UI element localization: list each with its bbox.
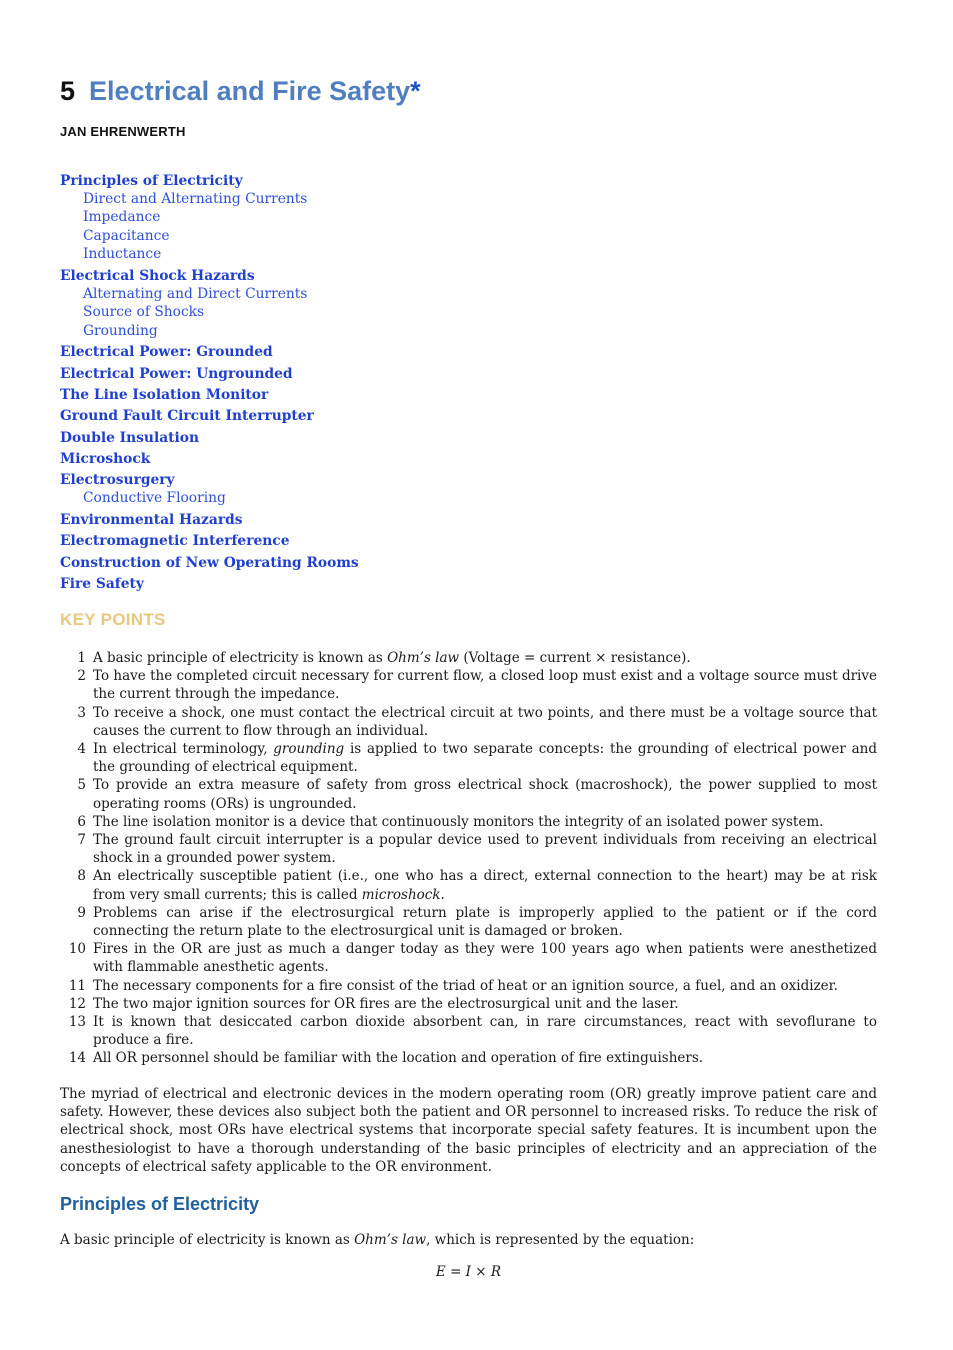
toc-link[interactable]: Principles of Electricity xyxy=(60,173,243,189)
toc-sublink[interactable]: Conductive Flooring xyxy=(83,490,226,507)
key-point-text: All OR personnel should be familiar with the location and operation of fire extinguishers. xyxy=(93,1050,704,1067)
section-paragraph: A basic principle of electricity is known as Ohm’s law, which is represented by the equation: xyxy=(60,1232,695,1248)
key-point-item xyxy=(60,813,877,831)
toc-link[interactable]: The Line Isolation Monitor xyxy=(60,387,269,404)
key-points-list xyxy=(60,649,877,1068)
key-point-number: 8 xyxy=(77,868,86,885)
toc-link[interactable]: Fire Safety xyxy=(60,575,144,592)
ohms-law-equation: E = I × R xyxy=(435,1264,502,1280)
key-point-item xyxy=(60,740,877,776)
key-point-item xyxy=(60,649,877,667)
key-point-text: To receive a shock, one must contact the electrical circuit at two points, and there must be a voltage source that causes the current to flow through an individual. xyxy=(93,704,877,739)
key-point-number: 10 xyxy=(68,941,86,958)
footnote-marker[interactable]: * xyxy=(410,76,421,106)
key-points-heading: KEY POINTS xyxy=(60,610,166,629)
key-point-item xyxy=(60,1013,877,1049)
chapter-number: 5 xyxy=(60,76,76,106)
key-point-number: 1 xyxy=(77,650,86,666)
key-point-number: 2 xyxy=(77,668,86,685)
key-point-text: To have the completed circuit necessary for current flow, a closed loop must exist and a voltage source must drive the current through the impedance. xyxy=(93,668,877,703)
toc-link[interactable]: Electrosurgery xyxy=(60,472,175,489)
key-point-number: 5 xyxy=(77,777,86,794)
table-of-contents xyxy=(60,172,359,593)
key-point-number: 4 xyxy=(77,741,86,758)
chapter-heading xyxy=(60,76,421,107)
key-point-number: 11 xyxy=(68,977,86,994)
key-point-text: It is known that desiccated carbon dioxide absorbent can, in rare circumstances, react with sevoflurane to produce a fire. xyxy=(93,1014,877,1049)
toc-link[interactable]: Electrical Power: Ungrounded xyxy=(60,365,293,382)
toc-link[interactable]: Environmental Hazards xyxy=(60,511,243,528)
toc-sublink[interactable]: Capacitance xyxy=(83,227,170,244)
toc-sublink[interactable]: Alternating and Direct Currents xyxy=(83,285,308,302)
key-point-number: 6 xyxy=(77,813,86,830)
key-point-text: The ground fault circuit interrupter is a popular device used to prevent individuals from receiving an electrical shock in a grounded power system. xyxy=(93,832,877,867)
intro-paragraph: The myriad of electrical and electronic devices in the modern operating room (OR) greatly improve patient care and safety. However, these devices also subject both the patient and OR personnel to increased risks. To reduce the risk of electrical shock, most ORs have electrical systems that incorporate special safety features. It is incumbent upon the anesthesiologist to have a thorough understanding of the basic principles of electricity and an appreciation of the concepts of electrical safety applicable to the OR environment. xyxy=(60,1086,877,1175)
toc-link[interactable]: Microshock xyxy=(60,450,151,467)
key-point-item xyxy=(60,667,877,703)
key-point-item xyxy=(60,831,877,867)
toc-sublink[interactable]: Grounding xyxy=(83,322,158,339)
toc-link[interactable]: Electromagnetic Interference xyxy=(60,533,290,550)
key-point-text: A basic principle of electricity is known as Ohm’s law (Voltage = current × resistance). xyxy=(93,650,691,666)
toc-link[interactable]: Double Insulation xyxy=(60,429,199,446)
toc-link[interactable]: Ground Fault Circuit Interrupter xyxy=(60,408,314,425)
key-point-text: Fires in the OR are just as much a danger today as they were 100 years ago when patients were anesthetized with flammable anesthetic agents. xyxy=(93,941,877,976)
key-point-number: 12 xyxy=(68,995,86,1012)
key-point-item xyxy=(60,867,877,903)
section-heading: Principles of Electricity xyxy=(60,1194,260,1214)
toc-link[interactable]: Construction of New Operating Rooms xyxy=(60,554,359,571)
toc-link[interactable]: Electrical Power: Grounded xyxy=(60,344,273,361)
key-point-item xyxy=(60,940,877,976)
key-point-item xyxy=(60,995,877,1013)
toc-sublink[interactable]: Inductance xyxy=(83,246,162,263)
toc-link[interactable]: Electrical Shock Hazards xyxy=(60,267,255,284)
key-point-number: 14 xyxy=(68,1050,86,1067)
key-point-item xyxy=(60,776,877,812)
key-point-item xyxy=(60,904,877,940)
key-point-number: 3 xyxy=(77,704,86,721)
key-point-text: Problems can arise if the electrosurgical return plate is improperly applied to the patient or if the cord connecting the return plate to the electrosurgical unit is damaged or broken. xyxy=(93,904,877,940)
toc-sublink[interactable]: Source of Shocks xyxy=(83,304,205,321)
author-name: JAN EHRENWERTH xyxy=(60,124,186,139)
key-point-item xyxy=(60,704,877,740)
key-point-number: 13 xyxy=(68,1014,86,1031)
key-point-text: The two major ignition sources for OR fires are the electrosurgical unit and the laser. xyxy=(93,995,679,1012)
key-point-text: An electrically susceptible patient (i.e., one who has a direct, external connection to the heart) may be at risk from very small currents; this is called microshock. xyxy=(93,868,877,903)
key-point-text: The necessary components for a fire consist of the triad of heat or an ignition source, a fuel, and an oxidizer. xyxy=(93,977,838,994)
key-point-number: 9 xyxy=(77,904,86,921)
toc-sublink[interactable]: Impedance xyxy=(83,209,161,226)
key-point-text: To provide an extra measure of safety from gross electrical shock (macroshock), the power supplied to most operating rooms (ORs) is ungrounded. xyxy=(93,777,877,812)
key-point-number: 7 xyxy=(77,832,86,849)
key-point-text: The line isolation monitor is a device that continuously monitors the integrity of an isolated power system. xyxy=(93,813,824,830)
key-point-text: In electrical terminology, grounding is applied to two separate concepts: the grounding of electrical power and the grounding of electrical equipment. xyxy=(93,741,877,776)
key-point-item xyxy=(60,977,877,995)
key-point-item xyxy=(60,1049,877,1067)
chapter-title: Electrical and Fire Safety xyxy=(89,76,411,106)
toc-sublink[interactable]: Direct and Alternating Currents xyxy=(83,191,308,207)
